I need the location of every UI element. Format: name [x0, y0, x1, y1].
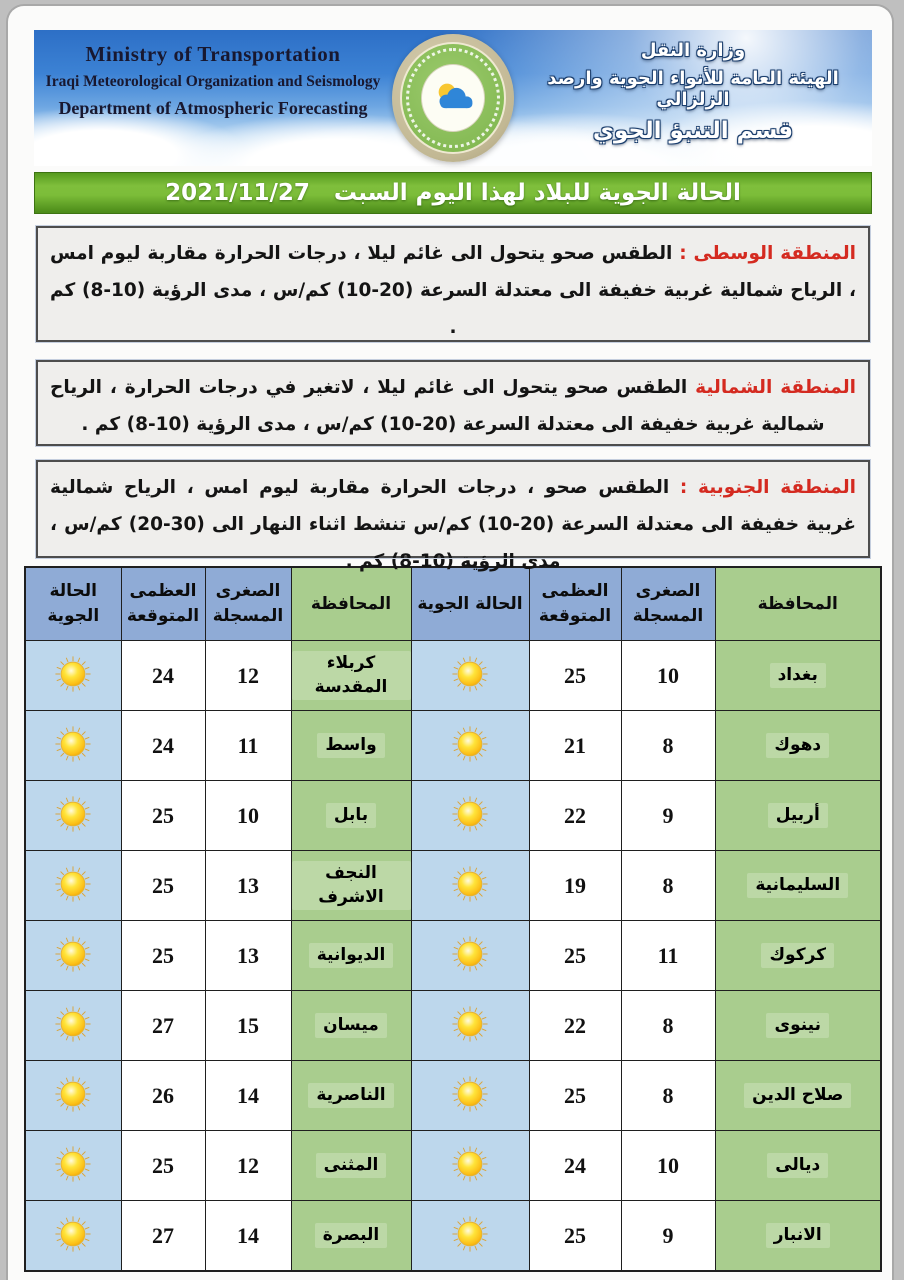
- table-row: [25, 1201, 881, 1272]
- governorate-cell: [715, 1061, 881, 1131]
- condition-cell: [411, 1061, 529, 1131]
- max-temp-cell: 21: [529, 711, 621, 781]
- sun-icon: [451, 1005, 489, 1043]
- governorate-cell: [291, 641, 411, 711]
- governorate-name: ميسان: [315, 1013, 387, 1039]
- governorate-cell: [291, 781, 411, 851]
- min-temp-cell: 14: [205, 1201, 291, 1272]
- northern-region-forecast-box: [36, 360, 870, 446]
- max-temp-cell: 19: [529, 851, 621, 921]
- governorate-name: السليمانية: [747, 873, 848, 899]
- min-temp-cell: 8: [621, 1061, 715, 1131]
- min-recorded-header: الصغرى المسجلة: [621, 567, 715, 641]
- sun-icon: [451, 795, 489, 833]
- min-temp-cell: 9: [621, 1201, 715, 1272]
- min-temp-cell: 13: [205, 851, 291, 921]
- sun-icon: [54, 1215, 92, 1253]
- condition-cell: [25, 1131, 121, 1201]
- table-row: [25, 781, 881, 851]
- governorate-cell: [291, 921, 411, 991]
- governorate-cell: [291, 851, 411, 921]
- governorate-name: أربيل: [768, 803, 828, 829]
- min-temp-cell: 8: [621, 991, 715, 1061]
- logo-green-ring: [400, 42, 506, 154]
- region-name: المنطقة الوسطى :: [679, 243, 856, 264]
- min-recorded-header: الصغرى المسجلة: [205, 567, 291, 641]
- department-title-en: Department of Atmospheric Forecasting: [58, 98, 368, 118]
- table-row: [25, 711, 881, 781]
- sun-icon: [451, 865, 489, 903]
- organization-title-en: Iraqi Meteorological Organization and Seismology: [45, 73, 381, 90]
- sun-icon: [54, 795, 92, 833]
- max-temp-cell: 24: [121, 711, 205, 781]
- sun-icon: [451, 1075, 489, 1113]
- governorate-cell: [291, 1201, 411, 1272]
- governorate-name: المثنى: [316, 1153, 387, 1179]
- table-row: [25, 851, 881, 921]
- governorate-name: كربلاء المقدسة: [292, 651, 411, 701]
- sun-icon: [451, 935, 489, 973]
- condition-cell: [411, 921, 529, 991]
- governorate-name: صلاح الدين: [744, 1083, 851, 1109]
- min-temp-cell: 14: [205, 1061, 291, 1131]
- sun-icon: [54, 1075, 92, 1113]
- governorate-cell: [715, 991, 881, 1061]
- governorate-name: ديالى: [767, 1153, 828, 1179]
- condition-cell: [25, 851, 121, 921]
- table-row: [25, 991, 881, 1061]
- condition-cell: [25, 711, 121, 781]
- min-temp-cell: 11: [205, 711, 291, 781]
- condition-cell: [411, 851, 529, 921]
- min-temp-cell: 8: [621, 851, 715, 921]
- sun-icon: [451, 655, 489, 693]
- southern-region-forecast-box: [36, 460, 870, 572]
- max-temp-cell: 27: [121, 991, 205, 1061]
- governorate-name: نينوى: [766, 1013, 829, 1039]
- sun-icon: [451, 725, 489, 763]
- condition-cell: [411, 711, 529, 781]
- governorate-name: الانبار: [766, 1223, 830, 1249]
- condition-cell: [411, 991, 529, 1061]
- region-name: المنطقة الشمالية: [695, 377, 856, 398]
- governorate-name: البصرة: [315, 1223, 388, 1249]
- sun-icon: [54, 725, 92, 763]
- max-temp-cell: 25: [529, 641, 621, 711]
- min-temp-cell: 15: [205, 991, 291, 1061]
- governorate-name: النجف الاشرف: [292, 861, 411, 911]
- max-temp-cell: 22: [529, 991, 621, 1061]
- condition-header: الحالة الجوية: [25, 567, 121, 641]
- ministry-title-ar: وزارة النقل: [640, 40, 746, 61]
- region-forecast-text: الطقس صحو يتحول الى غائم ليلا ، درجات الحرارة مقاربة ليوم امس ، الرياح شمالية غربية خفيفة الى معتدلة السرعة (20-10) كم/س ، مدى الرؤية (10-8) كم .: [50, 243, 857, 338]
- governorate-header: المحافظة: [715, 567, 881, 641]
- max-temp-cell: 24: [121, 641, 205, 711]
- arabic-letterhead: [514, 30, 872, 166]
- table-row: [25, 1131, 881, 1201]
- letterhead-banner: [34, 30, 872, 166]
- max-temp-cell: 25: [529, 921, 621, 991]
- logo-ring-text: [406, 48, 500, 148]
- condition-cell: [411, 1131, 529, 1201]
- central-region-forecast-box: [36, 226, 870, 342]
- governorates-weather-table: [24, 566, 882, 1272]
- max-temp-cell: 25: [529, 1061, 621, 1131]
- governorate-cell: [291, 1061, 411, 1131]
- document-sheet: [6, 4, 894, 1280]
- organization-title-ar: الهيئة العامة للأنواء الجوية وارصد الزلزالي: [547, 68, 839, 110]
- governorate-cell: [715, 851, 881, 921]
- governorate-cell: [715, 1131, 881, 1201]
- governorate-cell: [715, 1201, 881, 1272]
- min-temp-cell: 9: [621, 781, 715, 851]
- report-title-bar: الحالة الجوية للبلاد لهذا اليوم السبت 2021/11/27: [34, 172, 872, 214]
- max-temp-cell: 25: [121, 921, 205, 991]
- governorate-name: دهوك: [766, 733, 829, 759]
- min-temp-cell: 8: [621, 711, 715, 781]
- min-temp-cell: 10: [621, 1131, 715, 1201]
- condition-cell: [411, 641, 529, 711]
- governorate-cell: [715, 781, 881, 851]
- max-expected-header: العظمى المتوقعة: [121, 567, 205, 641]
- sun-icon: [451, 1215, 489, 1253]
- condition-cell: [25, 1061, 121, 1131]
- max-expected-header: العظمى المتوقعة: [529, 567, 621, 641]
- min-temp-cell: 10: [205, 781, 291, 851]
- governorate-cell: [715, 921, 881, 991]
- governorate-cell: [291, 991, 411, 1061]
- region-name: المنطقة الجنوبية :: [679, 477, 856, 498]
- min-temp-cell: 12: [205, 641, 291, 711]
- max-temp-cell: 25: [529, 1201, 621, 1272]
- governorate-name: الديوانية: [309, 943, 394, 969]
- sun-icon: [54, 1145, 92, 1183]
- condition-cell: [25, 1201, 121, 1272]
- condition-cell: [25, 641, 121, 711]
- department-title-ar: قسم التنبؤ الجوي: [592, 118, 794, 144]
- sun-icon: [54, 655, 92, 693]
- english-letterhead: [34, 30, 392, 166]
- max-temp-cell: 26: [121, 1061, 205, 1131]
- organization-logo-icon: [392, 34, 514, 162]
- governorate-cell: [715, 711, 881, 781]
- table-row: [25, 921, 881, 991]
- governorate-name: واسط: [317, 733, 384, 759]
- condition-cell: [25, 781, 121, 851]
- min-temp-cell: 11: [621, 921, 715, 991]
- min-temp-cell: 12: [205, 1131, 291, 1201]
- table-row: [25, 641, 881, 711]
- condition-cell: [25, 921, 121, 991]
- governorate-name: الناصرية: [308, 1083, 393, 1109]
- governorate-header: المحافظة: [291, 567, 411, 641]
- sun-icon: [54, 1005, 92, 1043]
- region-forecast-text: الطقس صحو يتحول الى غائم ليلا ، لاتغير في درجات الحرارة ، الرياح شمالية غربية خفيفة الى معتدلة السرعة (20-10) كم/س ، مدى الرؤية (10-8) كم .: [50, 377, 825, 435]
- table-row: [25, 1061, 881, 1131]
- max-temp-cell: 22: [529, 781, 621, 851]
- condition-cell: [411, 1201, 529, 1272]
- max-temp-cell: 25: [121, 1131, 205, 1201]
- max-temp-cell: 27: [121, 1201, 205, 1272]
- governorate-name: كركوك: [761, 943, 834, 969]
- ministry-title-en: Ministry of Transportation: [85, 42, 341, 66]
- weather-table-body: [25, 641, 881, 1272]
- condition-cell: [411, 781, 529, 851]
- max-temp-cell: 25: [121, 781, 205, 851]
- sun-icon: [451, 1145, 489, 1183]
- min-temp-cell: 13: [205, 921, 291, 991]
- max-temp-cell: 24: [529, 1131, 621, 1201]
- min-temp-cell: 10: [621, 641, 715, 711]
- max-temp-cell: 25: [121, 851, 205, 921]
- governorate-cell: [715, 641, 881, 711]
- governorate-name: بغداد: [770, 663, 826, 689]
- condition-cell: [25, 991, 121, 1061]
- governorate-cell: [291, 1131, 411, 1201]
- region-forecast-text: الطقس صحو ، درجات الحرارة مقاربة ليوم امس ، الرياح شمالية غربية خفيفة الى معتدلة السرعة (20-10) كم/س تنشط اثناء النهار الى (30-20) كم/س ، مدى الرؤية (10-8) كم .: [50, 477, 857, 572]
- sun-icon: [54, 935, 92, 973]
- governorate-name: بابل: [326, 803, 376, 829]
- governorate-cell: [291, 711, 411, 781]
- condition-header: الحالة الجوية: [411, 567, 529, 641]
- sun-icon: [54, 865, 92, 903]
